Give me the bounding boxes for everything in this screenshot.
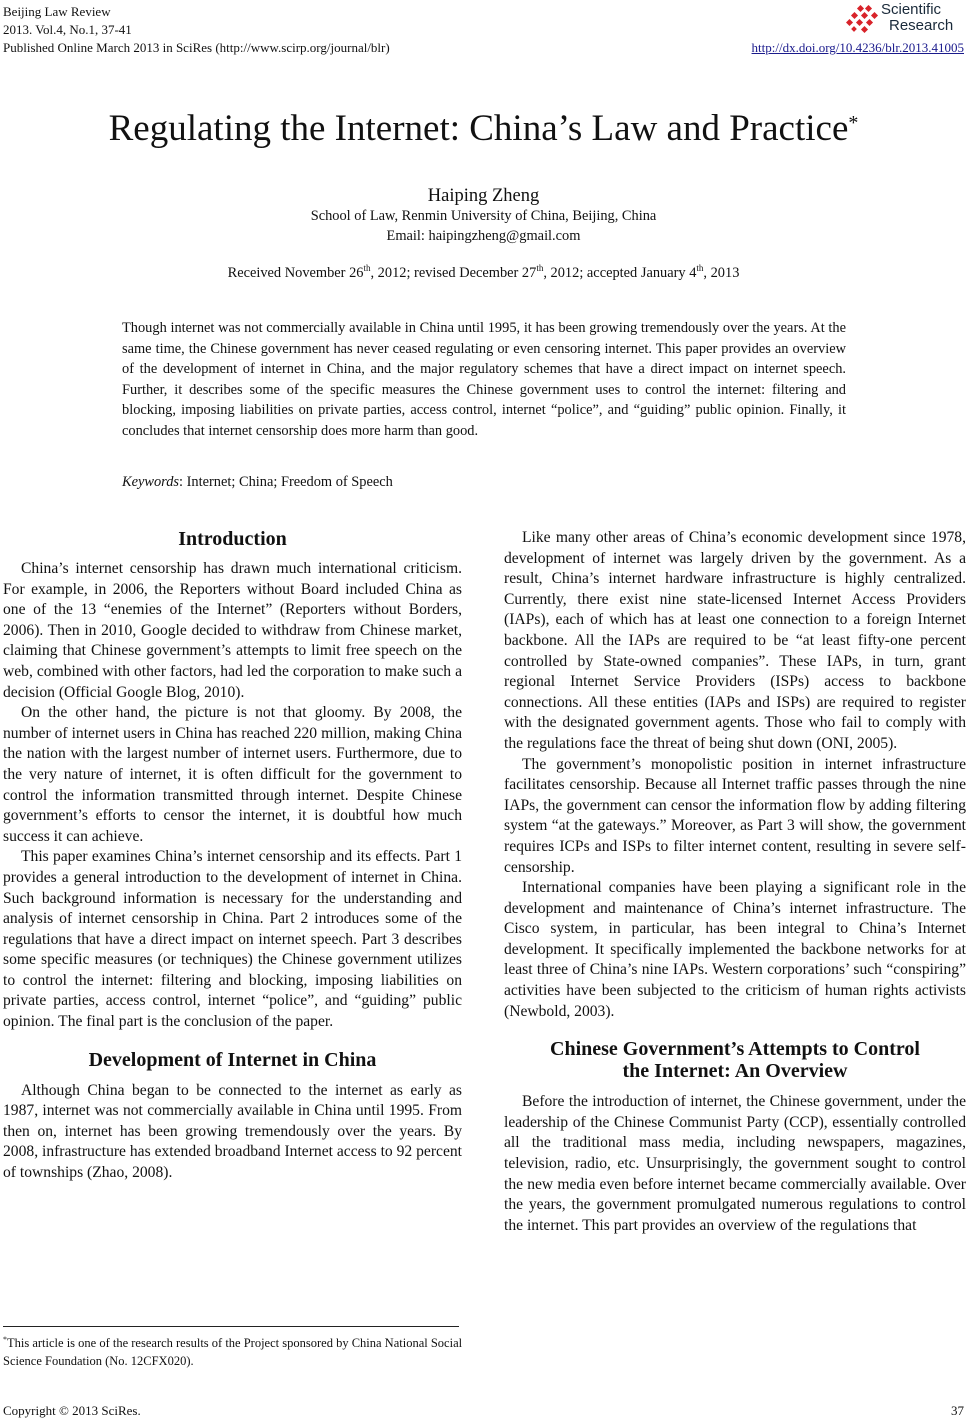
development-paragraph-1: Although China began to be connected to the internet as early as 1987, internet was not commercially available in China until 1995. From then on, internet has been growing tremendously over the years. By 2008, infrastructure has extended broadband Internet access to 92 percent of townships (Zhao, 2008).	[3, 1081, 462, 1182]
right-paragraph-4: Before the introduction of internet, the Chinese government, under the leadership of the Chinese Communist Party (CCP), essentially controlled all the traditional mass media, including newspapers, magazines, television, radio, etc. Unsurprisingly, the government sought to control the new media even before internet became commercially available. Over the years, the government promulgated numerous regulations to control the internet. This part provides an overview of the regulations that	[504, 1093, 966, 1234]
footnote-divider	[3, 1326, 459, 1327]
intro-paragraph-1: China’s internet censorship has drawn much international criticism. For example, in 2006, the Reporters without Board included China as one of the 13 “enemies of the Internet” (Reporters without Borders, 2006). Then in 2010, Google decided to withdraw from Chinese market, claiming that Chinese government’s attempts to limit free speech on the web, combined with other factors, had led the corporation to make such a decision (Official Google Blog, 2010).	[3, 560, 462, 701]
keywords	[122, 474, 393, 491]
intro-paragraph-3: This paper examines China’s internet censorship and its effects. Part 1 provides a general introduction to the development of internet in China. Such background information is necessary for the understanding and analysis of internet censorship in China. Part 2 introduces some of the regulations that have a direct impact on internet speech. Part 3 describes some specific measures (or techniques) the Chinese government utilizes to control the internet: filtering and blocking, imposing liabilities on private parties, access control, internet “police”, and “guiding” public opinion. The final part is the conclusion of the paper.	[3, 848, 462, 1031]
footnote: *This article is one of the research results of the Project sponsored by China National Social Science Foundation (No. 12CFX020).	[3, 1335, 463, 1369]
keywords-list: : Internet; China; Freedom of Speech	[179, 474, 393, 490]
paper-title: Regulating the Internet: China’s Law and Practice*	[108, 108, 859, 149]
overview-heading: Chinese Government’s Attempts to Control the Internet: An Overview	[550, 1038, 920, 1083]
scientific-research-logo	[846, 2, 961, 38]
introduction-heading: Introduction	[178, 528, 287, 550]
left-column	[3, 528, 462, 1184]
development-heading: Development of Internet in China	[88, 1048, 377, 1071]
copyright: Copyright © 2013 SciRes.	[3, 1403, 141, 1418]
author-name: Haiping Zheng	[427, 186, 540, 206]
journal-volume: 2013. Vol.4, No.1, 37-41	[3, 22, 132, 37]
abstract: Though internet was not commercially available in China until 1995, it has been growing tremendously over the years. At the same time, the Chinese government has never ceased regulating or even censoring internet. This paper provides an overview of the development of internet in China, and the major regulatory schemes that have a direct impact on internet speech. Further, it describes some of the specific measures the Chinese government uses to control the internet: filtering and blocking, imposing liabilities on private parties, access control, internet “police”, and “guiding” public opinion. Finally, it concludes that internet censorship does more harm than good.	[122, 320, 846, 439]
page-number: 37	[951, 1403, 964, 1418]
affiliation: School of Law, Renmin University of China, Beijing, China	[310, 208, 657, 224]
logo-text: Scientific Research	[881, 1, 954, 34]
right-paragraph-1: Like many other areas of China’s economic development since 1978, development of internet was largely driven by the government. As a result, China’s internet hardware infrastructure is highly centralized. Currently, there exist nine state-licensed Internet Access Providers (IAPs), each of which has at least one connection to a foreign Internet backbone. All the IAPs are required to be “at least fifty-one percent controlled by State-owned companies”. These IAPs, in turn, grant regional Internet Service Providers (ISPs) access to backbone connections. All these entities (IAPs and ISPs) are required to register with the designated government agents. Those who fail to comply with the regulations face the threat of being shut down (ONI, 2005).	[504, 529, 966, 752]
doi-link[interactable]: http://dx.doi.org/10.4236/blr.2013.41005	[751, 40, 964, 55]
right-paragraph-3: International companies have been playing a significant role in the development and maintenance of China’s internet infrastructure. The Cisco system, in particular, has been integral to China’s Internet development. It specifically implemented the backbone networks for at least three of China’s nine IAPs. Western corporations’ such “conspiring” activities have been subjected to the criticism of human rights activists (Newbold, 2003).	[504, 879, 966, 1020]
intro-paragraph-2: On the other hand, the picture is not that gloomy. By 2008, the number of internet users in China has reached 220 million, making China the nation with the largest number of internet users. Furthermore, due to the very nature of internet, it is often difficult for the government to control the information transmitted through internet. Despite Chinese government’s efforts to censor the internet, it is doubtful how much success it can achieve.	[3, 704, 462, 845]
author-email: Email: haipingzheng@gmail.com	[386, 228, 581, 244]
dates-line: Received November 26th, 2012; revised December 27th, 2012; accepted January 4th, 2013	[227, 263, 740, 281]
publication-info: Published Online March 2013 in SciRes (http://www.scirp.org/journal/blr)	[3, 40, 390, 55]
logo-dots-icon	[846, 5, 882, 35]
right-column	[504, 528, 966, 1236]
right-paragraph-2: The government’s monopolistic position in internet infrastructure facilitates censorship. Because all Internet traffic passes through the nine IAPs, the government can censor the information flow by adding filtering system “at the gateways.” Moreover, as Part 3 will show, the government requires ICPs and ISPs to filter internet content, resulting in severe self-censorship.	[504, 755, 966, 876]
journal-name: Beijing Law Review	[3, 4, 111, 19]
keywords-label: Keywords	[122, 474, 180, 490]
